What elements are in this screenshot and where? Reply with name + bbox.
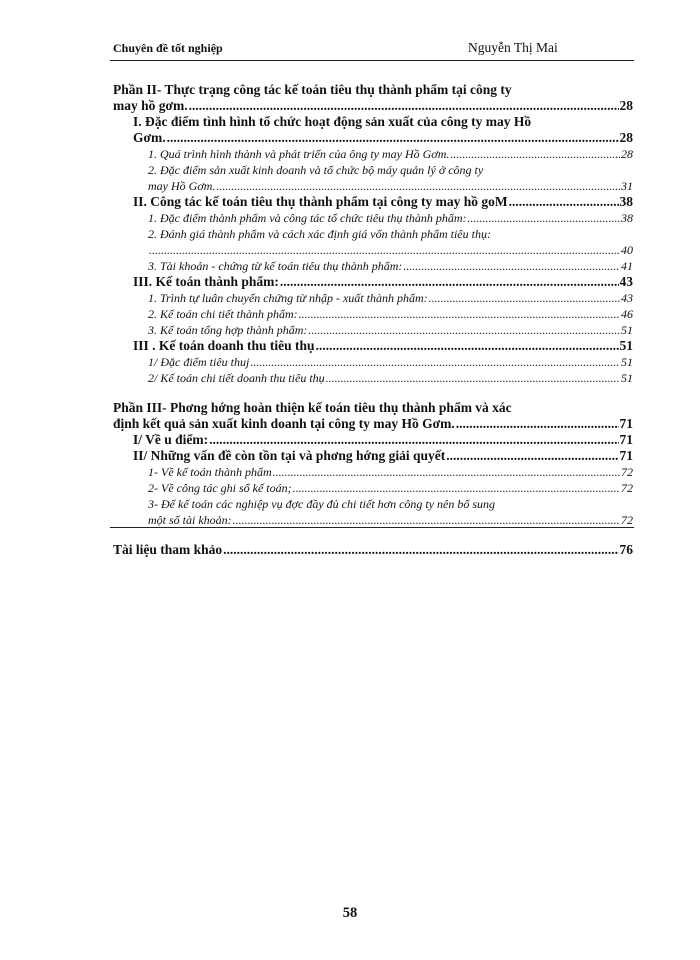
- toc-page-number: 51: [621, 371, 633, 385]
- toc-section-title: III . Kế toán doanh thu tiêu thụ: [133, 338, 315, 353]
- leader-dots: [209, 432, 618, 448]
- toc-section-3: [113, 274, 633, 290]
- leader-dots: [273, 464, 620, 480]
- leader-dots: [403, 258, 620, 274]
- toc-item: 1. Quá trình hình thành và phát triển của ông ty may Hồ Gơm. ..... 28: [113, 146, 633, 162]
- toc-section-1: [113, 114, 633, 146]
- toc-references: [113, 542, 633, 558]
- toc-item: 1. Trình tự luân chuyển chứng từ nhập - xuất thành phẩm: ..... 43: [113, 290, 633, 306]
- leader-dots: [446, 448, 618, 464]
- leader-dots: [450, 146, 620, 162]
- toc-item: 1/ Đặc điểm tiêu thuj ..... 51: [113, 354, 633, 370]
- toc-page-number: 76: [619, 542, 633, 557]
- toc-item: 2. Đánh giá thành phẩm và cách xác định giá vốn thành phẩm tiêu thụ: ..... 40: [113, 226, 633, 258]
- toc-section-title: III. Kế toán thành phẩm:: [133, 274, 279, 289]
- toc-section-title: I. Đặc điểm tình hình tổ chức hoạt động sản xuất của công ty may Hồ: [133, 114, 532, 129]
- toc-page-number: 71: [619, 416, 633, 431]
- leader-dots: [468, 210, 621, 226]
- leader-dots: [149, 242, 620, 258]
- toc-item: 3- Để kế toán các nghiệp vụ đợc đầy đủ chi tiết hơn công ty nên bổ sung một số tài khoản: ..... 72: [113, 496, 633, 528]
- toc-page-number: 28: [619, 98, 633, 113]
- toc-page-number: 38: [619, 194, 633, 209]
- toc-page-number: 51: [619, 338, 633, 353]
- leader-dots: [509, 194, 619, 210]
- toc-section-4: [113, 338, 633, 354]
- toc-part-3-title-line1: Phần III- Phơng hớng hoàn thiện kế toán tiêu thụ thành phẩm và xác: [113, 400, 512, 415]
- toc-item: 1. Đặc điểm thành phẩm và công tác tổ chức tiêu thụ thành phẩm: ..... 38: [113, 210, 633, 226]
- toc-item: 2. Đặc điểm sản xuất kinh doanh và tổ chức bộ máy quản lý ở công ty may Hồ Gơm. ..... 31: [113, 162, 633, 194]
- leader-dots: [316, 338, 619, 354]
- toc-section-2: [113, 194, 633, 210]
- toc-item: 2/ Kế toán chi tiết doanh thu tiêu thụ ..... 51: [113, 370, 633, 386]
- leader-dots: [189, 98, 619, 114]
- toc-page-number: 43: [621, 291, 633, 305]
- leader-dots: [250, 354, 620, 370]
- toc-page-number: 31: [621, 179, 633, 193]
- toc-page-number: 46: [621, 307, 633, 321]
- toc-section-advantages: [113, 432, 633, 448]
- toc-section-title: II. Công tác kế toán tiêu thụ thành phẩm tại công ty may hồ goM: [133, 194, 508, 209]
- toc-page-number: 28: [619, 130, 633, 145]
- header-author: Nguyễn Thị Mai: [468, 40, 558, 55]
- leader-dots: [299, 306, 620, 322]
- toc-page-number: 72: [621, 513, 633, 527]
- leader-dots: [167, 130, 619, 146]
- leader-dots: [429, 290, 620, 306]
- toc-section-title: II/ Những vấn đề còn tồn tại và phơng hớng giải quyết: [133, 448, 446, 463]
- page-number: 58: [342, 905, 358, 921]
- toc-item: 3. Tài khoản - chứng từ kế toán tiêu thụ thành phẩm: ..... 41: [113, 258, 633, 274]
- table-of-contents: [113, 82, 633, 558]
- toc-references-title: Tài liệu tham khảo: [113, 542, 223, 557]
- toc-part-3: [113, 400, 633, 432]
- toc-page-number: 51: [621, 355, 633, 369]
- leader-dots: [456, 416, 619, 432]
- leader-dots: [233, 512, 620, 528]
- toc-page-number: 71: [619, 432, 633, 447]
- toc-part-2-title-line2: may hồ gơm. ..... 28: [113, 98, 633, 114]
- leader-dots: [223, 542, 618, 558]
- leader-dots: [280, 274, 619, 290]
- toc-part-2-title-line1: Phần II- Thực trạng công tác kế toán tiêu thụ thành phẩm tại công ty: [113, 82, 512, 97]
- toc-page-number: 51: [621, 323, 633, 337]
- leader-dots: [293, 480, 620, 496]
- toc-page-number: 40: [621, 243, 633, 257]
- header-left-title: Chuyên đề tốt nghiệp: [113, 41, 223, 55]
- header-rule: [110, 60, 634, 61]
- toc-page-number: 38: [621, 211, 633, 225]
- toc-item: 2. Kế toán chi tiết thành phẩm: ..... 46: [113, 306, 633, 322]
- toc-page-number: 72: [621, 465, 633, 479]
- toc-page-number: 41: [621, 259, 633, 273]
- toc-page-number: 71: [619, 448, 633, 463]
- leader-dots: [308, 322, 620, 338]
- leader-dots: [216, 178, 620, 194]
- leader-dots: [326, 370, 620, 386]
- toc-section-title: I/ Về u điểm:: [133, 432, 209, 447]
- toc-part-2: [113, 82, 633, 114]
- toc-part-3-title-line2: định kết quả sản xuất kinh doanh tại công ty may Hồ Gơm. ..... 71: [113, 416, 633, 432]
- toc-section-issues: [113, 448, 633, 464]
- toc-item: 2- Về công tác ghi sổ kế toán; ..... 72: [113, 480, 633, 496]
- toc-item: 1- Về kế toán thành phẩm ..... 72: [113, 464, 633, 480]
- toc-page-number: 72: [621, 481, 633, 495]
- toc-page-number: 28: [621, 147, 633, 161]
- toc-page-number: 43: [619, 274, 633, 289]
- toc-section-title: Gơm.: [133, 130, 166, 145]
- toc-item: 3. Kế toán tổng hợp thành phẩm: ..... 51: [113, 322, 633, 338]
